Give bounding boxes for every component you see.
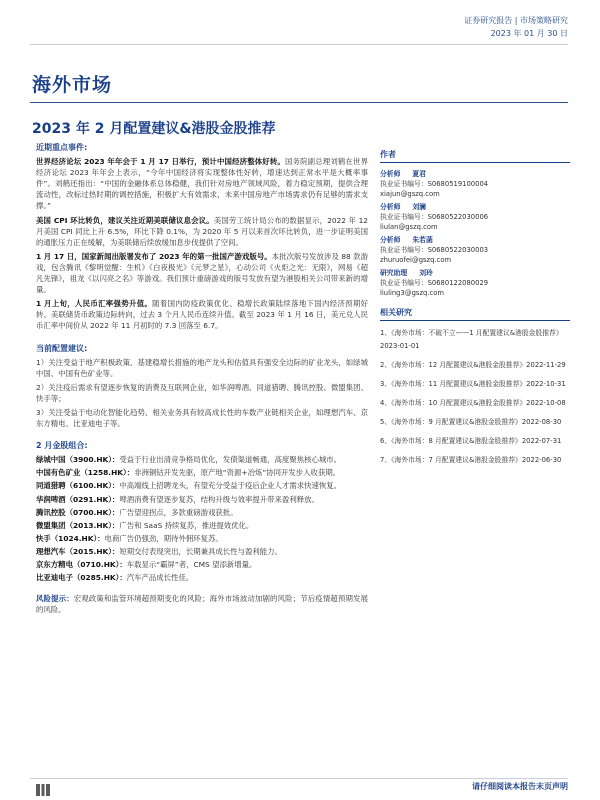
author-card — [380, 169, 570, 199]
authors-heading: 作者 — [380, 150, 570, 163]
risk-warning — [36, 593, 368, 615]
event-lead: 世界经济论坛 2023 年年会于 1 月 17 日举行，预计中国经济整体好转。 — [36, 157, 285, 167]
author-cert: 执业证书编号：S0680522030003 — [380, 246, 489, 254]
author-role: 分析师 — [380, 203, 401, 211]
author-name: 夏君 — [412, 170, 426, 178]
report-date: 2023 年 01 月 30 日 — [490, 29, 568, 38]
section-title: 海外市场 — [32, 74, 113, 96]
stock-pick — [36, 507, 368, 518]
stock-name: 微盟集团（2013.HK）： — [36, 520, 120, 530]
related-report-link[interactable]: 6、《海外市场：8 月配置建议&港股金股推荐》2022-07-31 — [380, 437, 562, 445]
stock-pick — [36, 546, 368, 557]
risk-text: 宏观政策和监管环境超预期变化的风险；海外市场波动加剧的风险；节后疫情超预期发展的风险。 — [36, 594, 368, 615]
related-report-link[interactable]: 4、《海外市场：10 月配置建议&港股金股推荐》2022-10-08 — [380, 399, 566, 407]
footer-notice: 请仔细阅读本报告末页声明 — [472, 782, 568, 791]
event-text: 随着国内防疫政策优化、稳增长政策陆续落地下国内经济预期好转、美联储货币政策边际转向，过去 3 个月人民币连续升值。截至 2023 年 1 月 16 日，美元兑人民币汇率中间价从 2022 年 11 月初时的 7.3 回落至 6.7。 — [36, 299, 368, 331]
stock-desc: 电商广告仍强劲，期待外佣环复苏。 — [104, 533, 223, 543]
event-lead: 1 月 17 日，国家新闻出版署发布了 2023 年的第一批国产游戏版号。 — [36, 251, 272, 261]
stock-pick — [36, 520, 368, 531]
author-cert: 执业证书编号：S0680519100004 — [380, 180, 489, 188]
related-heading: 相关研究 — [380, 308, 570, 321]
author-cert: 执业证书编号：S0680522030006 — [380, 213, 489, 221]
stock-desc: 非洲铜钴开发先驱，原产地“资源+冶炼”协同开发步入收获期。 — [134, 468, 341, 478]
stock-name: 理想汽车（2015.HK）： — [36, 546, 120, 556]
sidebar — [380, 150, 570, 473]
author-email[interactable]: zhuruofei@gszq.com — [380, 256, 452, 264]
stock-name: 中国有色矿业（1258.HK）： — [36, 468, 135, 478]
event-lead: 1 月上旬，人民币汇率强势升值。 — [36, 299, 153, 309]
author-card — [380, 235, 570, 265]
stock-name: 快手（1024.HK）： — [36, 533, 105, 543]
title-divider — [30, 102, 568, 103]
config-item: 2）关注疫后需求有望逐步恢复的消费及互联网企业，如华润啤酒、同道猎聘、腾讯控股、微盟集团、快手等； — [36, 382, 368, 403]
author-name: 刘玲 — [419, 269, 433, 277]
stock-desc: 车载显示“霸屏”者，CMS 望添新增量。 — [126, 560, 257, 569]
stock-pick — [36, 572, 368, 583]
page-title: 2023 年 2 月配置建议&港股金股推荐 — [32, 121, 276, 137]
event-paragraph — [36, 298, 368, 331]
stock-name: 华润啤酒（0291.HK）： — [36, 494, 120, 504]
stock-pick — [36, 467, 368, 478]
qr-code-icon — [36, 784, 50, 796]
stock-name: 腾讯控股（0700.HK）： — [36, 507, 120, 517]
report-header — [464, 14, 568, 40]
author-role: 分析师 — [380, 170, 401, 178]
config-heading: 当前配置建议: — [36, 343, 88, 353]
stock-pick — [36, 559, 368, 570]
picks-heading: 2 月金股组合: — [36, 441, 88, 451]
event-text: 国务院副总理刘鹤在世界经济论坛 2023 年年会上表示，“今年中国经济将实现整体性好转，增速达到正常水平是大概率事件”。刘鹤还指出：“中国的金融体系总体稳健，我们针对房地产领域风险，着力稳定预期，提供合理流动性，改标过热时期的调控措施，积极扩大有效需求，未来中国房地产市场需求仍有足够的需求支撑。” — [36, 157, 368, 211]
event-paragraph — [36, 251, 368, 295]
stock-desc: 广告和 SaaS 持续复苏，推进提效优化。 — [119, 520, 254, 530]
stock-desc: 汽车产品成长性佳。 — [126, 573, 194, 583]
main-content — [36, 142, 368, 618]
stock-desc: 啤酒消费有望逐步复苏，结构升级与效率提升带来盈利释放。 — [119, 494, 319, 504]
author-name: 朱若菡 — [412, 236, 433, 244]
related-report-link[interactable]: 7、《海外市场：7 月配置建议&港股金股推荐》2022-06-30 — [380, 456, 562, 464]
related-report-link[interactable]: 5、《海外市场：9 月配置建议&港股金股推荐》2022-08-30 — [380, 418, 562, 426]
stock-desc: 中高端线上招聘龙头，有望充分受益于疫后企业人才需求快速恢复。 — [119, 481, 342, 491]
author-email[interactable]: xiajun@gszq.com — [380, 190, 440, 198]
author-email[interactable]: liulan@gszq.com — [380, 223, 438, 231]
event-text: 本批次版号发放涉及 88 款游戏，包含腾讯《黎明觉醒：生机》《白夜极光》《元梦之星》，心动公司《火炬之光：无限》，网易《超凡先锋》，祖龙《以闪亮之名》等游戏。我们预计重磅游戏的版号发放有望为港股相关公司带来新的增量。 — [36, 251, 368, 295]
event-lead: 美国 CPI 环比转负，建议关注近期美联储议息会议。 — [36, 215, 214, 225]
config-item: 3）关注受益于电动化智能化趋势、相关业务具有较高成长性的车数产业链相关企业，如理想汽车、京东方精电、比亚迪电子等。 — [36, 407, 368, 429]
stock-name: 京东方精电（0710.HK）： — [36, 560, 127, 569]
stock-name: 比亚迪电子（0285.HK）： — [36, 573, 127, 583]
author-role: 分析师 — [380, 236, 401, 244]
author-cert: 执业证书编号：S0680122080029 — [380, 279, 489, 287]
related-report-link[interactable]: 2、《海外市场：12 月配置建议&港股金股推荐》2022-11-29 — [380, 361, 566, 369]
stock-pick — [36, 480, 368, 491]
event-text: 美国劳工统计局公布的数据显示，2022 年 12 月美国 CPI 同比上升 6.5%，环比下降 0.1%，为 2020 年 5 月以来首次环比转负，进一步证明美国的通胀压力正在缓解，为美联储后续放缓加息步伐提供了空间。 — [36, 215, 368, 247]
header-divider — [30, 44, 568, 45]
stock-pick — [36, 494, 368, 505]
stock-desc: 短期交付表现突出，长期兼具成长性与盈利能力。 — [119, 546, 282, 556]
stock-name: 同道猎聘（6100.HK）： — [36, 481, 120, 491]
stock-pick — [36, 533, 368, 544]
related-report-link[interactable]: 3、《海外市场：11 月配置建议&港股金股推荐》2022-10-31 — [380, 380, 566, 388]
stock-pick — [36, 454, 368, 465]
events-heading: 近期重点事件: — [36, 143, 88, 152]
stock-desc: 广告望迎拐点，多款重磅游戏获批。 — [119, 507, 238, 517]
related-report-link[interactable]: 1、《海外市场：不破不立——1 月配置建议&港股金股推荐》2023-01-01 — [380, 329, 563, 350]
stock-desc: 受益于行业出清竞争格局优化，发债渠道畅通，高度聚焦核心城市。 — [119, 455, 342, 465]
author-card — [380, 202, 570, 232]
event-paragraph — [36, 156, 368, 211]
risk-label: 风险提示： — [36, 594, 74, 604]
author-name: 刘澜 — [412, 203, 426, 211]
author-role: 研究助理 — [380, 269, 408, 277]
footer-divider — [30, 778, 568, 779]
config-item: 1）关注受益于地产积极政策、基建稳增长措施的地产龙头和估值具有强安全边际的矿业龙头，如绿城中国、中国有色矿业等。 — [36, 357, 368, 378]
author-card — [380, 268, 570, 298]
author-email[interactable]: liuling3@gszq.com — [380, 289, 445, 297]
stock-name: 绿城中国（3900.HK）： — [36, 455, 120, 465]
event-paragraph — [36, 215, 368, 248]
breadcrumb: 证券研究报告 | 市场策略研究 — [464, 16, 568, 25]
